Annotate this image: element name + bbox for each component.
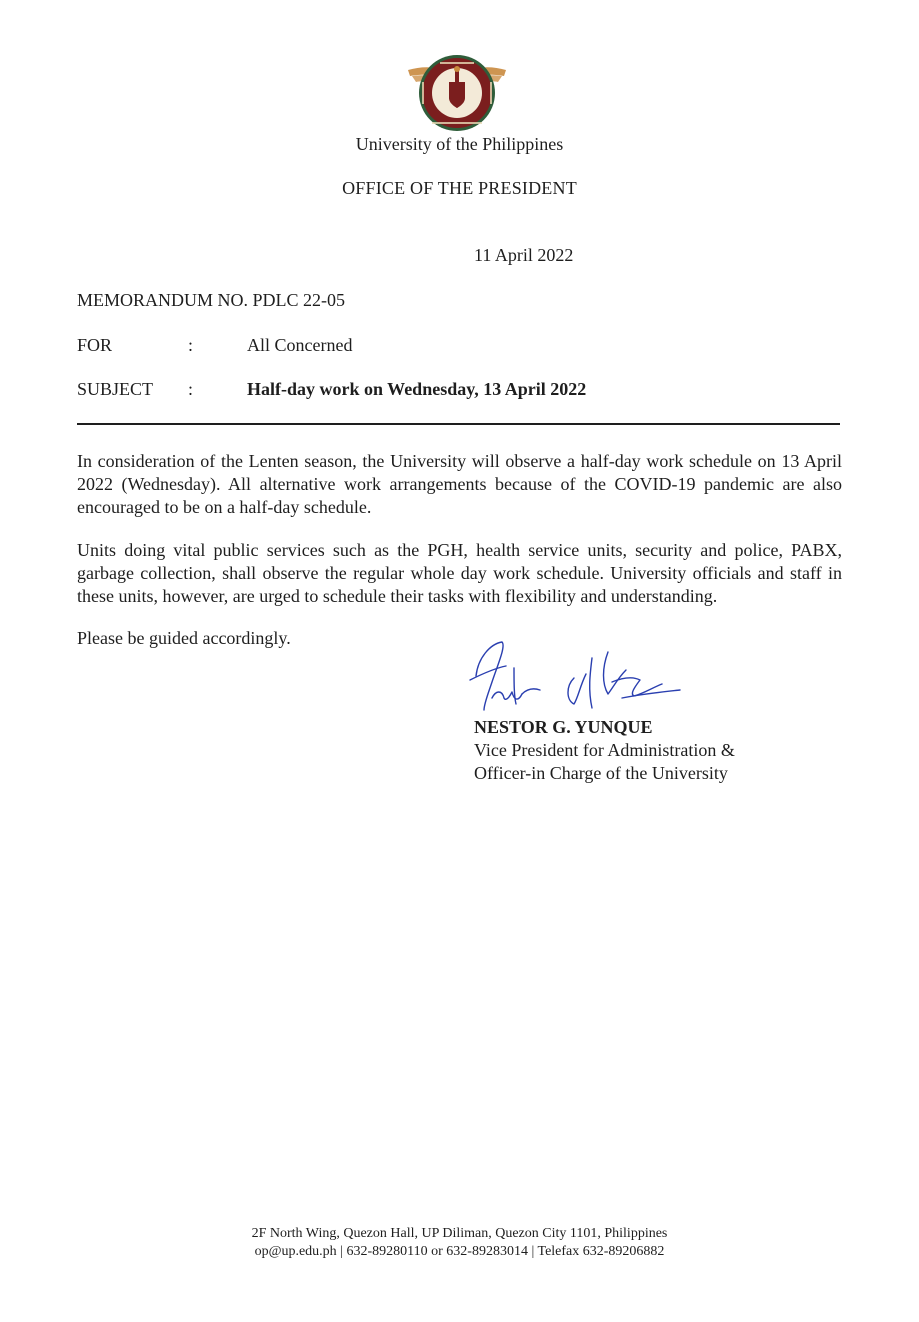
for-colon: :	[188, 335, 194, 355]
header-divider	[77, 423, 840, 425]
up-seal-logo	[402, 52, 512, 134]
for-value: All Concerned	[247, 335, 353, 355]
subject-value: Half-day work on Wednesday, 13 April 2022	[247, 379, 587, 399]
closing-line: Please be guided accordingly.	[77, 628, 291, 648]
signatory-title-line-2: Officer-in Charge of the University	[474, 763, 728, 783]
subject-label: SUBJECT	[77, 379, 154, 399]
handwritten-signature	[462, 638, 687, 728]
for-label: FOR	[77, 335, 113, 355]
signatory-title-line-1: Vice President for Administration &	[474, 740, 735, 760]
body-paragraph-1: In consideration of the Lenten season, the University will observe a half-day work schedule on 13 April 2022 (Wednesday). All alternative work arrangements because of the COVID-19 pandemic are also encouraged to be on a half-day schedule.	[77, 451, 842, 517]
university-name: University of the Philippines	[355, 134, 564, 154]
body-paragraph-2: Units doing vital public services such as the PGH, health service units, security and police, PABX, garbage collection, shall observe the regular whole day work schedule. University officials and staff in these units, however, are urged to schedule their tasks with flexibility and understanding.	[77, 540, 842, 606]
subject-colon: :	[188, 379, 194, 399]
memo-number: MEMORANDUM NO. PDLC 22-05	[77, 290, 346, 310]
footer-address: 2F North Wing, Quezon Hall, UP Diliman, Quezon City 1101, Philippines	[251, 1226, 668, 1241]
footer-contact: op@up.edu.ph | 632-89280110 or 632-89283014 | Telefax 632-89206882	[254, 1244, 665, 1259]
signatory-name: NESTOR G. YUNQUE	[474, 717, 653, 737]
office-name: OFFICE OF THE PRESIDENT	[342, 178, 577, 198]
memo-date: 11 April 2022	[474, 245, 574, 265]
